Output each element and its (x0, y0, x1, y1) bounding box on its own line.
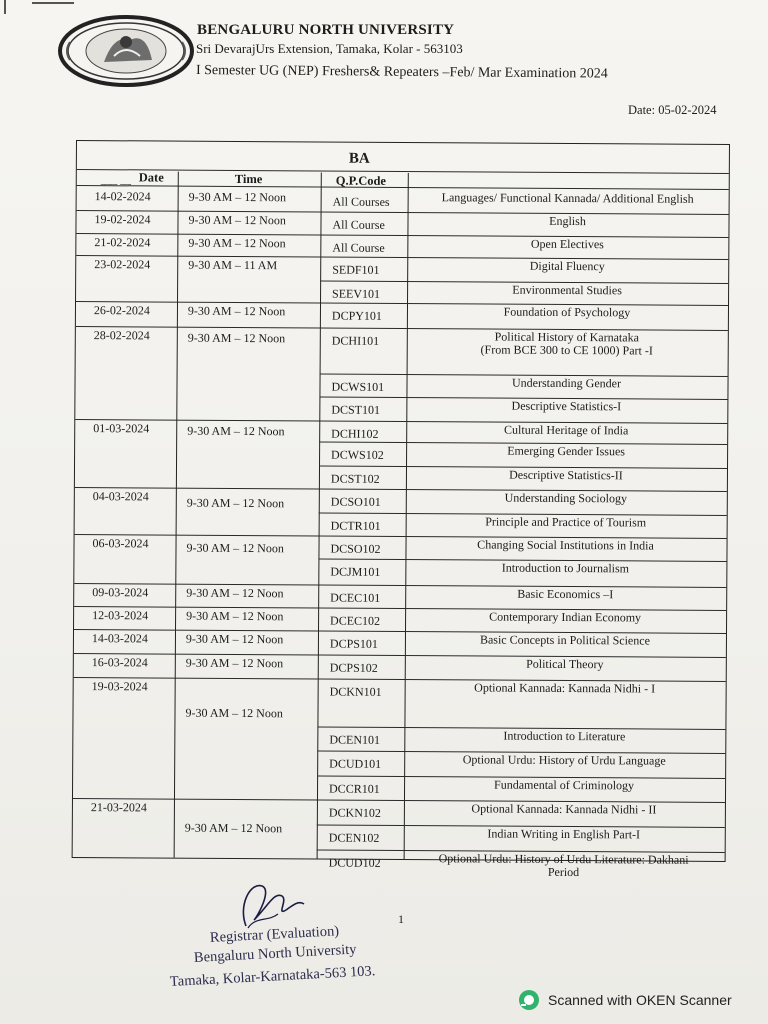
col-divider-time (317, 172, 322, 858)
row-subject: Optional Kannada: Kannada Nidhi - I (474, 680, 656, 696)
university-name: BENGALURU NORTH UNIVERSITY (197, 22, 455, 38)
row-qp-code: All Courses (332, 194, 390, 209)
row-divider (76, 301, 728, 306)
row-date: 19-02-2024 (94, 212, 151, 227)
row-qp-code: DCSO101 (330, 494, 381, 509)
row-time: 9-30 AM – 12 Noon (186, 540, 284, 556)
row-subject: Basic Economics –I (517, 586, 614, 602)
university-seal-logo (56, 14, 196, 88)
row-date: 09-03-2024 (92, 585, 149, 600)
row-divider (76, 233, 728, 238)
page-number: 1 (398, 912, 404, 926)
row-qp-code: DCUD102 (328, 855, 381, 870)
university-address: Sri DevarajUrs Extension, Tamaka, Kolar - 563103 (196, 41, 463, 56)
row-qp-code: DCWS102 (331, 447, 384, 462)
row-qp-code: DCEC101 (330, 590, 381, 605)
row-divider (74, 653, 726, 658)
row-divider (74, 583, 726, 588)
row-time: 9-30 AM – 12 Noon (187, 330, 286, 346)
row-subject: Environmental Studies (512, 282, 622, 298)
row-subject: Understanding Gender (511, 375, 622, 391)
row-date: 21-03-2024 (90, 800, 147, 815)
row-time: 9-30 AM – 12 Noon (186, 585, 284, 601)
col-header-time: Time (234, 171, 263, 187)
row-time: 9-30 AM – 12 Noon (185, 631, 284, 647)
row-subject: Cultural Heritage of India (504, 422, 629, 438)
row-subject-cont: (From BCE 300 to CE 1000) Part -I (480, 342, 653, 358)
row-subject: Indian Writing in English Part-I (487, 826, 641, 842)
row-date: 01-03-2024 (93, 421, 150, 436)
row-date: 14-03-2024 (91, 631, 148, 646)
row-subject: Basic Concepts in Political Science (479, 632, 650, 648)
row-date: 21-02-2024 (94, 235, 151, 250)
row-date: 26-02-2024 (93, 303, 151, 318)
row-qp-code: DCPS101 (329, 636, 379, 651)
row-qp-code: DCPY101 (331, 308, 382, 323)
title-divider (77, 169, 729, 174)
scanner-watermark (518, 989, 732, 1011)
row-date: 23-02-2024 (94, 257, 151, 272)
row-time: 9-30 AM – 12 Noon (188, 189, 287, 205)
row-qp-code: DCUD101 (329, 756, 382, 771)
row-subject: Open Electives (530, 236, 604, 252)
row-subject: Principle and Practice of Tourism (485, 514, 647, 530)
row-qp-code: DCHI101 (331, 333, 380, 348)
scan-edge-mark (4, 0, 16, 14)
row-time: 9-30 AM – 12 Noon (187, 423, 285, 439)
row-subject: Foundation of Psychology (503, 304, 631, 320)
row-time: 9-30 AM – 12 Noon (184, 820, 283, 836)
row-qp-code: DCEC102 (330, 613, 381, 628)
row-qp-code: DCST102 (330, 471, 380, 486)
col-divider-date (174, 172, 179, 858)
row-time: 9-30 AM – 12 Noon (186, 495, 285, 511)
row-qp-code: DCWS101 (331, 379, 385, 394)
row-qp-code: DCJM101 (330, 564, 381, 579)
row-qp-code: DCPS102 (329, 660, 378, 675)
stamp-registrar: Registrar (Evaluation) (209, 923, 340, 946)
row-date: 14-02-2024 (94, 189, 151, 204)
row-date: 12-03-2024 (92, 608, 149, 623)
row-date: 16-03-2024 (91, 655, 148, 670)
notice-date: Date: 05-02-2024 (628, 103, 717, 117)
row-subject: Changing Social Institutions in India (477, 537, 654, 553)
row-subject: Political History of Karnataka (494, 329, 639, 345)
row-time: 9-30 AM – 12 Noon (185, 705, 283, 721)
row-date: 04-03-2024 (92, 489, 149, 504)
stamp-university: Bengaluru North University (193, 941, 357, 966)
row-subject: English (549, 213, 586, 229)
row-subject-cont: Period (547, 864, 580, 880)
row-date: 19-03-2024 (91, 679, 148, 694)
stamp-address: Tamaka, Kolar-Karnataka-563 103. (169, 963, 376, 990)
row-time: 9-30 AM – 12 Noon (187, 303, 286, 319)
row-subject: Languages/ Functional Kannada/ Additional English (441, 190, 694, 206)
row-time: 9-30 AM – 11 AM (188, 257, 278, 273)
oken-scanner-icon (518, 989, 540, 1011)
row-date: 06-03-2024 (92, 536, 149, 551)
row-qp-code: DCCR101 (329, 781, 380, 796)
row-qp-code: DCHI102 (331, 426, 379, 441)
row-qp-code: All Course (332, 217, 385, 232)
row-subject: Descriptive Statistics-I (511, 398, 622, 414)
row-divider (76, 255, 728, 260)
row-subject: Introduction to Journalism (501, 560, 630, 576)
col-header-date: Date (138, 170, 164, 185)
row-date: 28-02-2024 (93, 328, 150, 343)
row-time: 9-30 AM – 12 Noon (186, 608, 284, 624)
row-subject: Political Theory (526, 656, 604, 672)
row-subject: Optional Urdu: History of Urdu Literature: Dakhani (438, 851, 689, 867)
col-divider-code (404, 173, 409, 859)
exam-title: I Semester UG (NEP) Freshers& Repeaters –Feb/ Mar Examination 2024 (195, 63, 608, 82)
row-divider (75, 419, 727, 424)
row-subject: Emerging Gender Issues (507, 443, 626, 459)
row-subject: Understanding Sociology (504, 490, 628, 506)
col-header-code: Q.P.Code (335, 173, 387, 188)
row-subject: Optional Urdu: History of Urdu Language (462, 752, 666, 768)
row-qp-code: DCTR101 (330, 518, 381, 533)
row-subject: Descriptive Statistics-II (509, 467, 623, 483)
row-subject: Optional Kannada: Kannada Nidhi - II (471, 801, 657, 817)
header-dash: ___ __ (100, 174, 132, 187)
row-qp-code: All Course (332, 240, 385, 255)
row-qp-code: DCKN102 (328, 805, 381, 820)
row-divider (77, 210, 729, 215)
exam-timetable (72, 140, 730, 880)
row-qp-code: DCKN101 (329, 684, 382, 699)
table-title: BA (348, 150, 370, 167)
row-qp-code: SEDF101 (332, 262, 380, 277)
row-subject: Contemporary Indian Economy (489, 609, 642, 625)
row-qp-code: DCST101 (331, 402, 381, 417)
scanner-text: Scanned with OKEN Scanner (548, 992, 732, 1008)
row-time: 9-30 AM – 12 Noon (188, 212, 286, 228)
row-time: 9-30 AM – 12 Noon (185, 655, 284, 671)
header-divider (77, 185, 729, 190)
row-divider (75, 487, 727, 492)
row-qp-code: DCEN101 (329, 732, 381, 747)
row-subject: Digital Fluency (529, 258, 605, 274)
row-subject: Introduction to Literature (503, 728, 626, 744)
row-subject: Fundamental of Criminology (494, 777, 635, 793)
scan-edge-line (32, 2, 74, 4)
row-qp-code: DCEN102 (328, 830, 380, 845)
row-qp-code: DCSO102 (330, 541, 381, 556)
row-qp-code: SEEV101 (332, 286, 381, 301)
row-time: 9-30 AM – 12 Noon (188, 235, 286, 251)
